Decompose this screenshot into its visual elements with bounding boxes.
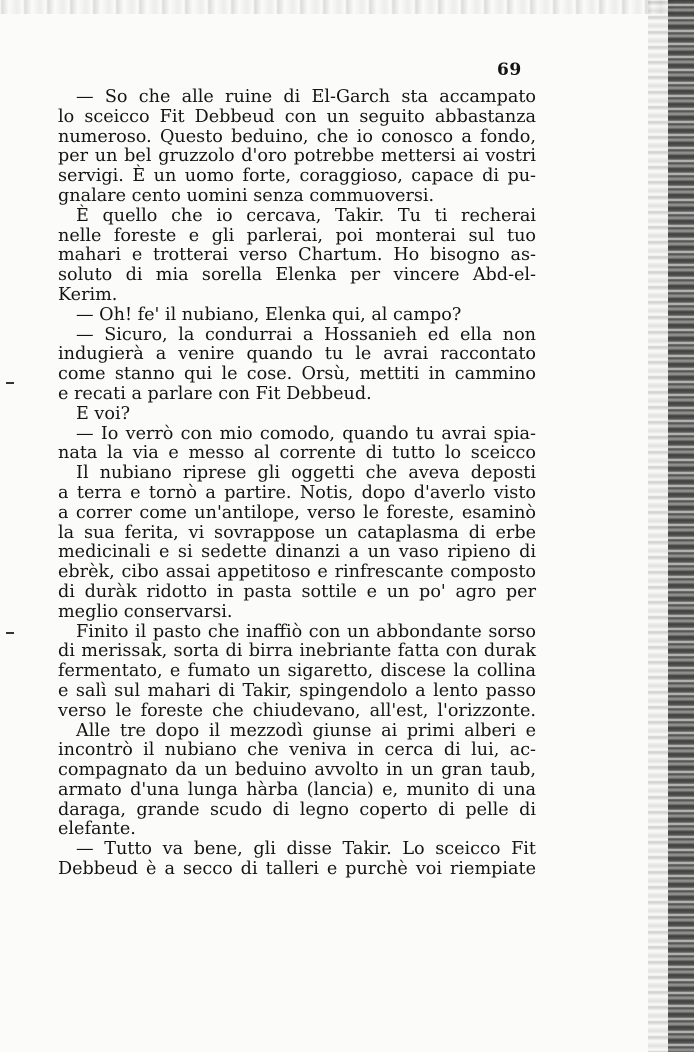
text-line: — So che alle ruine di El-Garch sta accampato	[76, 87, 536, 107]
text-line: medicinali e si sedette dinanzi a un vaso ripieno di	[58, 542, 536, 563]
text-line: verso le foreste che chiudevano, all'est, l'orizzonte.	[58, 700, 536, 721]
text-line: nelle foreste e gli parlerai, poi monterai sul tuo	[58, 225, 536, 246]
scan-noise-top	[0, 0, 694, 14]
text-line: la sua ferita, vi sovrappose un cataplasma di erbe	[58, 522, 536, 543]
page-number: 69	[497, 60, 522, 80]
text-line: — Oh! fe' il nubiano, Elenka qui, al campo?	[76, 304, 462, 325]
text-line: indugierà a venire quando tu le avrai raccontato	[58, 344, 536, 365]
text-line: elefante.	[58, 819, 136, 840]
text-line: soluto di mia sorella Elenka per vincere Abd-el-	[58, 265, 536, 286]
text-line: Finito il pasto che inaffiò con un abbondante sorso	[76, 621, 536, 642]
text-line: lo sceicco Fit Debbeud con un seguito abbastanza	[58, 106, 536, 127]
text-line: compagnato da un beduino avvolto in un gran taub,	[58, 760, 536, 781]
margin-mark	[6, 382, 14, 384]
text-line: di duràk ridotto in pasta sottile e un po' agro per	[58, 581, 536, 602]
text-line: a correr come un'antilope, verso le foreste, esaminò	[58, 502, 536, 523]
body-text	[58, 88, 536, 880]
text-line: numeroso. Questo beduino, che io conosco a fondo,	[58, 126, 536, 147]
text-line: daraga, grande scudo di legno coperto di pelle di	[58, 799, 536, 820]
text-line: meglio conservarsi.	[58, 601, 233, 622]
text-line: È quello che io cercava, Takir. Tu ti recherai	[76, 205, 536, 226]
text-line: di merissak, sorta di birra inebriante fatta con durak	[58, 641, 536, 662]
text-line: E voi?	[76, 403, 131, 424]
text-line: Debbeud è a secco di talleri e purchè voi riempiate	[58, 859, 536, 880]
text-line: a terra e tornò a partire. Notis, dopo d'averlo visto	[58, 482, 536, 503]
text-line: e salì sul mahari di Takir, spingendolo a lento passo	[58, 680, 536, 701]
text-line: ebrèk, cibo assai appetitoso e rinfrescante composto	[58, 562, 536, 583]
text-line: nata la via e messo al corrente di tutto lo sceicco	[58, 443, 536, 464]
text-line: — Sicuro, la condurrai a Hossanieh ed ella non	[76, 324, 536, 345]
text-line: incontrò il nubiano che veniva in cerca di lui, ac-	[58, 740, 536, 761]
text-line: Alle tre dopo il mezzodì giunse ai primi alberi e	[76, 720, 536, 741]
text-line: — Tutto va bene, gli disse Takir. Lo sceicco Fit	[76, 839, 536, 860]
text-line: Kerim.	[58, 284, 118, 305]
text-line: e recati a parlare con Fit Debbeud.	[58, 383, 372, 404]
margin-mark	[6, 632, 14, 634]
text-line: per un bel gruzzolo d'oro potrebbe mettersi ai vostri	[58, 146, 536, 167]
binding-edge	[668, 0, 694, 1052]
text-line: servigi. È un uomo forte, coraggioso, capace di pu-	[58, 166, 536, 187]
text-line: Il nubiano riprese gli oggetti che aveva deposti	[76, 463, 536, 484]
text-line: fermentato, e fumato un sigaretto, discese la collina	[58, 661, 536, 682]
text-line: gnalare cento uomini senza commuoversi.	[58, 185, 435, 206]
text-line: — Io verrò con mio comodo, quando tu avrai spia-	[76, 423, 536, 444]
binding-shadow	[648, 0, 668, 1052]
text-line: armato d'una lunga hàrba (lancia) e, munito di una	[58, 779, 536, 800]
text-line: mahari e trotterai verso Chartum. Ho bisogno as-	[58, 245, 536, 266]
text-line: come stanno qui le cose. Orsù, mettiti in cammino	[58, 364, 536, 385]
